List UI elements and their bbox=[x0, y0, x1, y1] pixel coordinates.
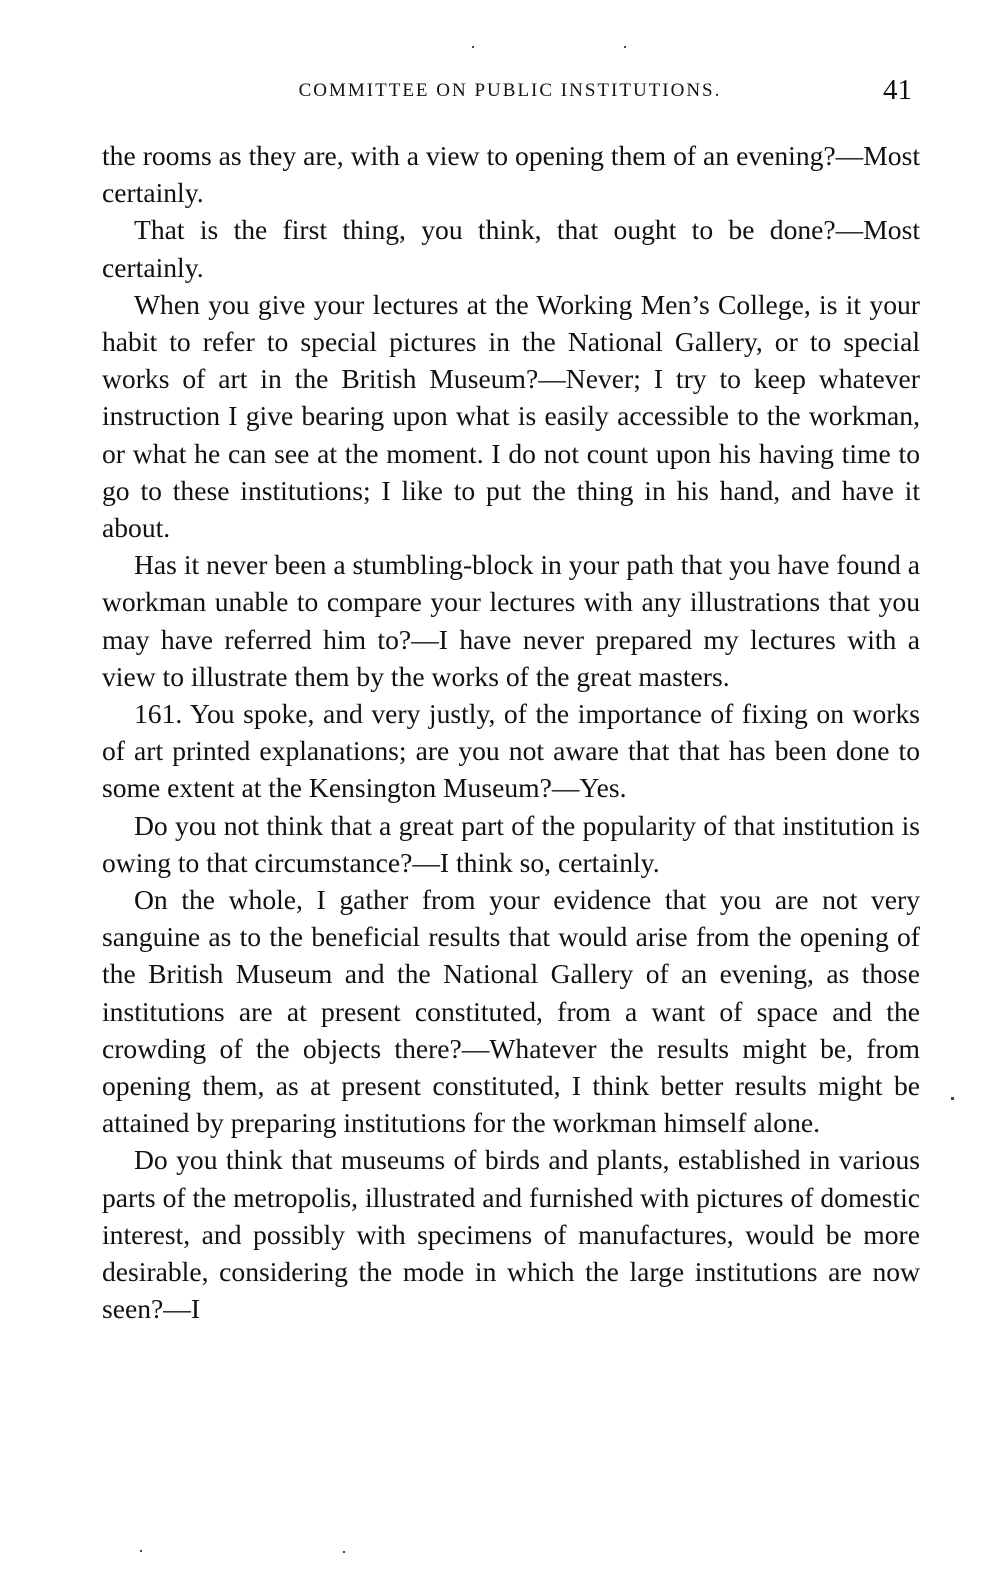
paragraph: Do you not think that a great part of the popularity of that institution is owing to that circumstance?—I think so, certainly. bbox=[102, 809, 920, 878]
scan-speck bbox=[343, 1551, 345, 1553]
running-title: COMMITTEE ON PUBLIC INSTITUTIONS. bbox=[298, 80, 722, 101]
paragraph-numbered: 161. You spoke, and very justly, of the importance of fixing on works of art printed explanations; are you not aware that that has been done to some extent at the Kensington Museum?—Yes. bbox=[102, 698, 920, 804]
running-header bbox=[102, 74, 918, 104]
paragraph-continued: the rooms as they are, with a view to opening them of an evening?—Most certainly. bbox=[102, 140, 920, 209]
paragraph: On the whole, I gather from your evidence that you are not very sanguine as to the beneficial results that would arise from the opening of the British Museum and the National Gallery of an evening, as those institutions are at present constituted, from a want of space and the crowding of the objects there?—Whatever the results might be, from opening them, as at present constituted, I think better results might be attained by preparing institutions for the workman himself alone. bbox=[102, 884, 920, 1139]
scan-speck bbox=[472, 46, 474, 48]
scan-speck bbox=[624, 46, 626, 48]
paragraph: When you give your lectures at the Working Men’s College, is it your habit to refer to special pictures in the National Gallery, or to special works of art in the British Museum?—Never; I try to keep whatever instruction I give bearing upon what is easily accessible to the workman, or what he can see at the moment. I do not count upon his having time to go to these institutions; I like to put the thing in his hand, and have it about. bbox=[102, 288, 920, 544]
body-text bbox=[102, 137, 920, 1328]
page-number: 41 bbox=[883, 74, 912, 106]
paragraph: That is the first thing, you think, that ought to be done?—Most certainly. bbox=[102, 214, 920, 283]
scan-speck bbox=[951, 1097, 954, 1100]
paragraph: Has it never been a stumbling-block in your path that you have found a workman unable to compare your lectures with any illustrations that you may have referred him to?—I have never prepared my lectures with a view to illustrate them by the works of the great masters. bbox=[102, 549, 920, 692]
scan-speck bbox=[140, 1550, 142, 1552]
paragraph: Do you think that museums of birds and plants, established in various parts of the metropolis, illustrated and furnished with pictures of domestic interest, and possibly with specimens of manufactures, would be more desirable, considering the mode in which the large institutions are now seen?—I bbox=[102, 1144, 920, 1325]
